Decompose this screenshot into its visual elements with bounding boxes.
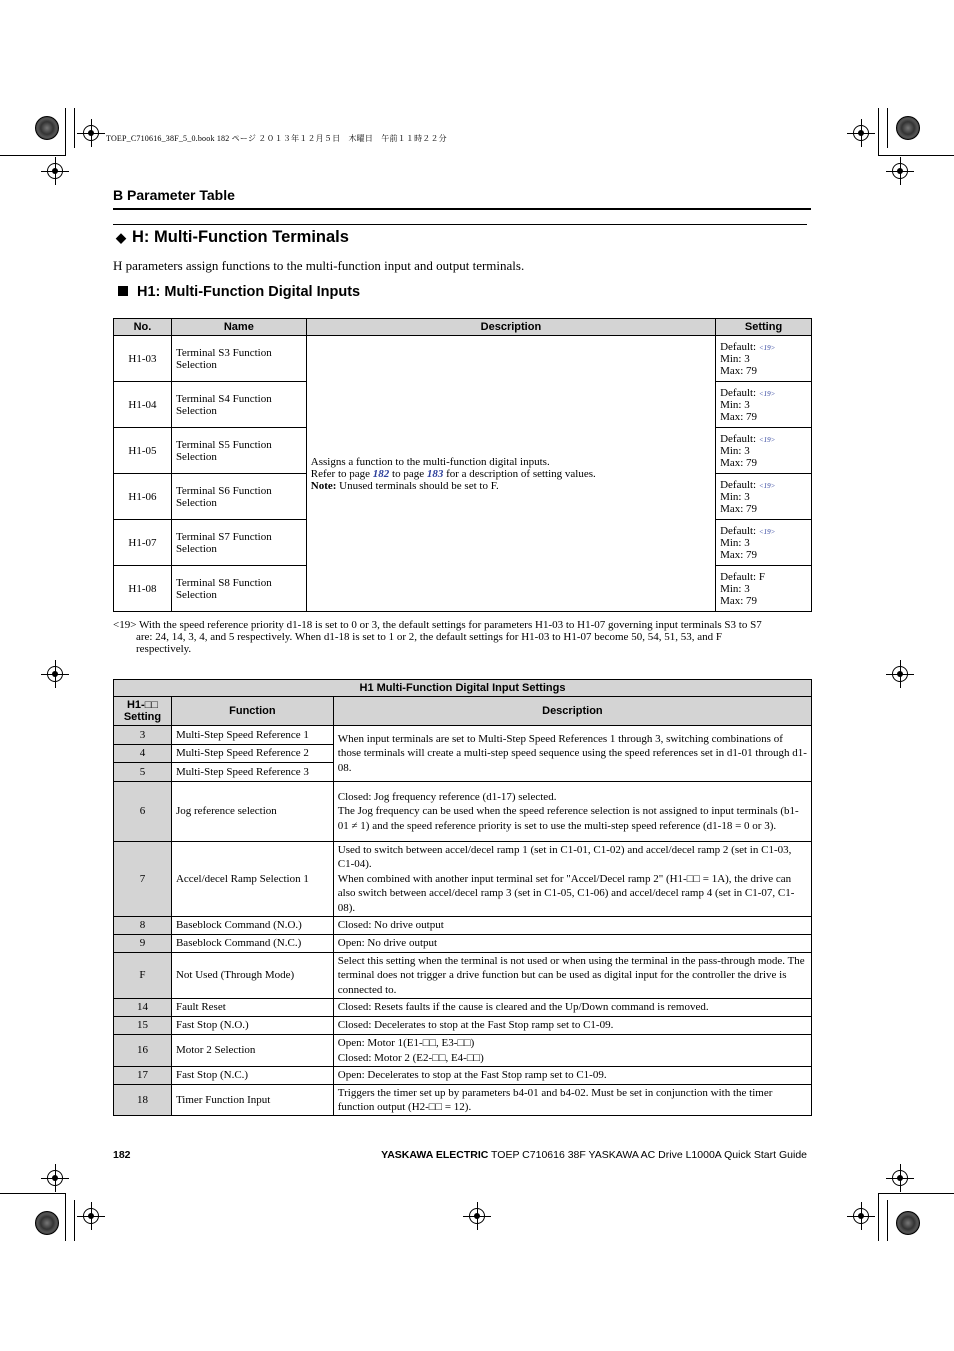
desc-line: The Jog frequency can be used when the speed reference selection is not assigned to input terminals (b1-01 ≠ 1) and the speed reference priority is set to use the multi-step speed reference (d1-18 = 0 or 3).: [337, 805, 799, 832]
setting-max: Max: 79: [720, 594, 758, 607]
note-label: Note:: [310, 479, 337, 492]
param-no: H1-07: [114, 520, 172, 566]
function-description: Select this setting when the terminal is not used or when using the terminal in the pass-through mode. The terminal does not trigger a drive function but can be used as digital input for the controller the drive is connected to.: [333, 953, 811, 999]
footnote-line: are: 24, 14, 3, 4, and 5 respectively. When d1-18 is set to 1 or 2, the default settings for H1-03 to H1-07 become 50, 54, 51, 53, and F: [136, 631, 722, 643]
registration-mark-icon: [47, 1170, 63, 1186]
param-setting: [716, 520, 812, 566]
crop-mark: [65, 1193, 66, 1241]
setting-max: Max: 79: [720, 456, 758, 469]
table-row: [114, 1067, 812, 1085]
setting-default: Default:: [720, 524, 759, 537]
square-bullet-icon: [118, 286, 128, 296]
param-name: Terminal S3 Function Selection: [171, 336, 306, 382]
function-name: Multi-Step Speed Reference 1: [171, 726, 333, 745]
desc-line: Closed: Jog frequency reference (d1-17) selected.: [337, 790, 557, 803]
crop-mark: [878, 1193, 879, 1241]
col-header-setting: [114, 697, 172, 726]
function-name: Baseblock Command (N.C.): [171, 935, 333, 953]
table-row: [114, 953, 812, 999]
table-row: [114, 1017, 812, 1035]
col-header-name: Name: [171, 319, 306, 336]
registration-mark-icon: [853, 125, 869, 141]
setting-value: 16: [114, 1035, 172, 1067]
col-header-description: Description: [306, 319, 715, 336]
setting-value: 14: [114, 999, 172, 1017]
desc-note: [311, 480, 711, 492]
setting-min: Min: 3: [720, 490, 750, 503]
section-rule: [113, 224, 807, 225]
function-description: Triggers the timer set up by parameters b4-01 and b4-02. Must be set in conjunction with the timer function output (H2-□□ = 12).: [333, 1085, 811, 1116]
crop-mark: [74, 108, 75, 148]
function-description: Closed: Resets faults if the cause is cleared and the Up/Down command is removed.: [333, 999, 811, 1017]
setting-value: 18: [114, 1085, 172, 1116]
desc-text: for a description of setting values.: [443, 467, 596, 480]
setting-value: 17: [114, 1067, 172, 1085]
crop-mark: [887, 1200, 888, 1241]
table-row: [114, 726, 812, 745]
function-name: Multi-Step Speed Reference 3: [171, 763, 333, 782]
crop-mark: [0, 155, 65, 156]
setting-max: Max: 79: [720, 502, 758, 515]
param-no: H1-03: [114, 336, 172, 382]
registration-mark-icon: [853, 1208, 869, 1224]
setting-min: Min: 3: [720, 582, 750, 595]
desc-text: Refer to page: [310, 467, 373, 480]
header-line: Setting: [123, 711, 162, 723]
param-name: Terminal S8 Function Selection: [171, 566, 306, 612]
function-description: [333, 1035, 811, 1067]
table-row: [114, 336, 812, 382]
desc-line: Open: Motor 1(E1-□□, E3-□□): [337, 1037, 475, 1049]
footer-title: TOEP C710616 38F YASKAWA AC Drive L1000A Quick Start Guide: [488, 1149, 807, 1161]
col-header-function: Function: [171, 697, 333, 726]
note-text: Unused terminals should be set to F.: [336, 479, 499, 492]
param-no: H1-08: [114, 566, 172, 612]
registration-mark-icon: [469, 1208, 485, 1224]
table-row: [114, 1035, 812, 1067]
table-row: [114, 999, 812, 1017]
setting-max: Max: 79: [720, 364, 758, 377]
param-setting: [716, 474, 812, 520]
setting-value: F: [114, 953, 172, 999]
setting-value: 7: [114, 842, 172, 917]
setting-value: 15: [114, 1017, 172, 1035]
function-name: Fault Reset: [171, 999, 333, 1017]
file-header: TOEP_C710616_38F_5_0.book 182 ページ ２０１３年１２月５日 木曜日 午前１１時２２分: [106, 134, 447, 143]
col-header-description: Description: [333, 697, 811, 726]
table-row: [114, 935, 812, 953]
setting-max: Max: 79: [720, 410, 758, 423]
setting-min: Min: 3: [720, 536, 750, 549]
table-row: [114, 1085, 812, 1116]
param-name: Terminal S5 Function Selection: [171, 428, 306, 474]
function-name: Jog reference selection: [171, 782, 333, 842]
param-setting: [716, 428, 812, 474]
registration-target-icon: [896, 116, 920, 140]
crop-mark: [878, 108, 879, 156]
function-name: Baseblock Command (N.O.): [171, 917, 333, 935]
param-no: H1-04: [114, 382, 172, 428]
intro-paragraph: H parameters assign functions to the multi-function input and output terminals.: [113, 258, 525, 273]
footnote-ref[interactable]: <19>: [758, 389, 776, 398]
footnote: [113, 619, 811, 655]
setting-value: 4: [114, 745, 172, 763]
registration-target-icon: [35, 1211, 59, 1235]
crop-mark: [74, 1200, 75, 1241]
footnote-ref[interactable]: <19>: [758, 481, 776, 490]
function-description: [333, 842, 811, 917]
crop-mark: [887, 108, 888, 148]
table-row: [114, 842, 812, 917]
setting-default: Default:: [720, 478, 759, 491]
desc-line: When combined with another input terminal set for "Accel/Decel ramp 2" (H1-□□ = 1A), the drive can also switch between accel/decel ramp 3 (set in C1-05, C1-06) and accel/decel ramp 4 (set in C1-07, C1-08).: [337, 872, 795, 914]
page-footer-title: [381, 1149, 807, 1161]
page-link[interactable]: 183: [426, 467, 444, 480]
section-label: B Parameter Table: [113, 187, 235, 203]
crop-mark: [65, 108, 66, 156]
function-description: Closed: No drive output: [333, 917, 811, 935]
param-no: H1-06: [114, 474, 172, 520]
table-row: [114, 782, 812, 842]
function-name: Accel/decel Ramp Selection 1: [171, 842, 333, 917]
setting-value: 8: [114, 917, 172, 935]
param-setting: [716, 382, 812, 428]
table-row: [114, 917, 812, 935]
parameter-table: [113, 318, 812, 612]
registration-mark-icon: [83, 1208, 99, 1224]
setting-default: Default:: [720, 386, 759, 399]
heading-sub: [118, 284, 360, 300]
footnote-ref[interactable]: <19>: [758, 343, 776, 352]
param-setting: [716, 566, 812, 612]
desc-text: to page: [389, 467, 427, 480]
function-name: Not Used (Through Mode): [171, 953, 333, 999]
setting-min: Min: 3: [720, 444, 750, 457]
setting-min: Min: 3: [720, 352, 750, 365]
footnote-line: respectively.: [136, 643, 192, 655]
registration-target-icon: [896, 1211, 920, 1235]
header-rule: [113, 208, 811, 210]
param-name: Terminal S6 Function Selection: [171, 474, 306, 520]
setting-value: 3: [114, 726, 172, 745]
registration-target-icon: [35, 116, 59, 140]
function-description: Closed: Decelerates to stop at the Fast Stop ramp set to C1-09.: [333, 1017, 811, 1035]
registration-mark-icon: [892, 163, 908, 179]
function-description: Open: No drive output: [333, 935, 811, 953]
diamond-icon: ◆: [116, 230, 126, 245]
desc-line: [311, 468, 711, 480]
param-name: Terminal S4 Function Selection: [171, 382, 306, 428]
registration-mark-icon: [892, 666, 908, 682]
setting-min: Min: 3: [720, 398, 750, 411]
setting-default: Default: F: [720, 570, 765, 583]
footnote-line: <19> With the speed reference priority d1-18 is set to 0 or 3, the default settings for parameters H1-03 to H1-07 governing input terminals S3 to S7: [113, 619, 762, 631]
function-name: Multi-Step Speed Reference 2: [171, 745, 333, 763]
function-description: Open: Decelerates to stop at the Fast Stop ramp set to C1-09.: [333, 1067, 811, 1085]
col-header-setting: Setting: [716, 319, 812, 336]
function-name: Motor 2 Selection: [171, 1035, 333, 1067]
setting-value: 5: [114, 763, 172, 782]
registration-mark-icon: [47, 163, 63, 179]
heading-main: [116, 228, 349, 247]
param-name: Terminal S7 Function Selection: [171, 520, 306, 566]
setting-max: Max: 79: [720, 548, 758, 561]
setting-value: 6: [114, 782, 172, 842]
registration-mark-icon: [83, 125, 99, 141]
col-header-no: No.: [114, 319, 172, 336]
param-setting: [716, 336, 812, 382]
footer-brand: YASKAWA ELECTRIC: [381, 1149, 489, 1161]
desc-line: Closed: Motor 2 (E2-□□, E4-□□): [337, 1051, 484, 1064]
setting-default: Default:: [720, 432, 759, 445]
registration-mark-icon: [892, 1170, 908, 1186]
page-number: 182: [113, 1149, 131, 1161]
registration-mark-icon: [47, 666, 63, 682]
desc-line: Assigns a function to the multi-function digital inputs.: [310, 455, 550, 468]
function-name: Fast Stop (N.C.): [171, 1067, 333, 1085]
crop-mark: [0, 1193, 65, 1194]
footnote-ref[interactable]: <19>: [758, 527, 776, 536]
heading-main-text: H: Multi-Function Terminals: [132, 228, 349, 246]
desc-line: Used to switch between accel/decel ramp 1 (set in C1-01, C1-02) and accel/decel ramp 2 (set in C1-03, C1-04).: [337, 843, 792, 871]
function-name: Timer Function Input: [171, 1085, 333, 1116]
setting-value: 9: [114, 935, 172, 953]
header-line: H1-□□: [126, 699, 158, 711]
footnote-ref[interactable]: <19>: [758, 435, 776, 444]
param-no: H1-05: [114, 428, 172, 474]
crop-mark: [878, 155, 954, 156]
setting-default: Default:: [720, 340, 759, 353]
function-name: Fast Stop (N.O.): [171, 1017, 333, 1035]
page-link[interactable]: 182: [372, 467, 390, 480]
function-description: When input terminals are set to Multi-Step Speed References 1 through 3, switching combinations of those terminals will create a multi-step speed sequence using the speed references set in d1-01 through d1-08.: [333, 726, 811, 782]
heading-sub-text: H1: Multi-Function Digital Inputs: [137, 284, 361, 300]
settings-table-title: H1 Multi-Function Digital Input Settings: [114, 680, 812, 697]
crop-mark: [878, 1193, 954, 1194]
function-description: [333, 782, 811, 842]
settings-table: [113, 679, 812, 1116]
param-description: [306, 336, 715, 612]
